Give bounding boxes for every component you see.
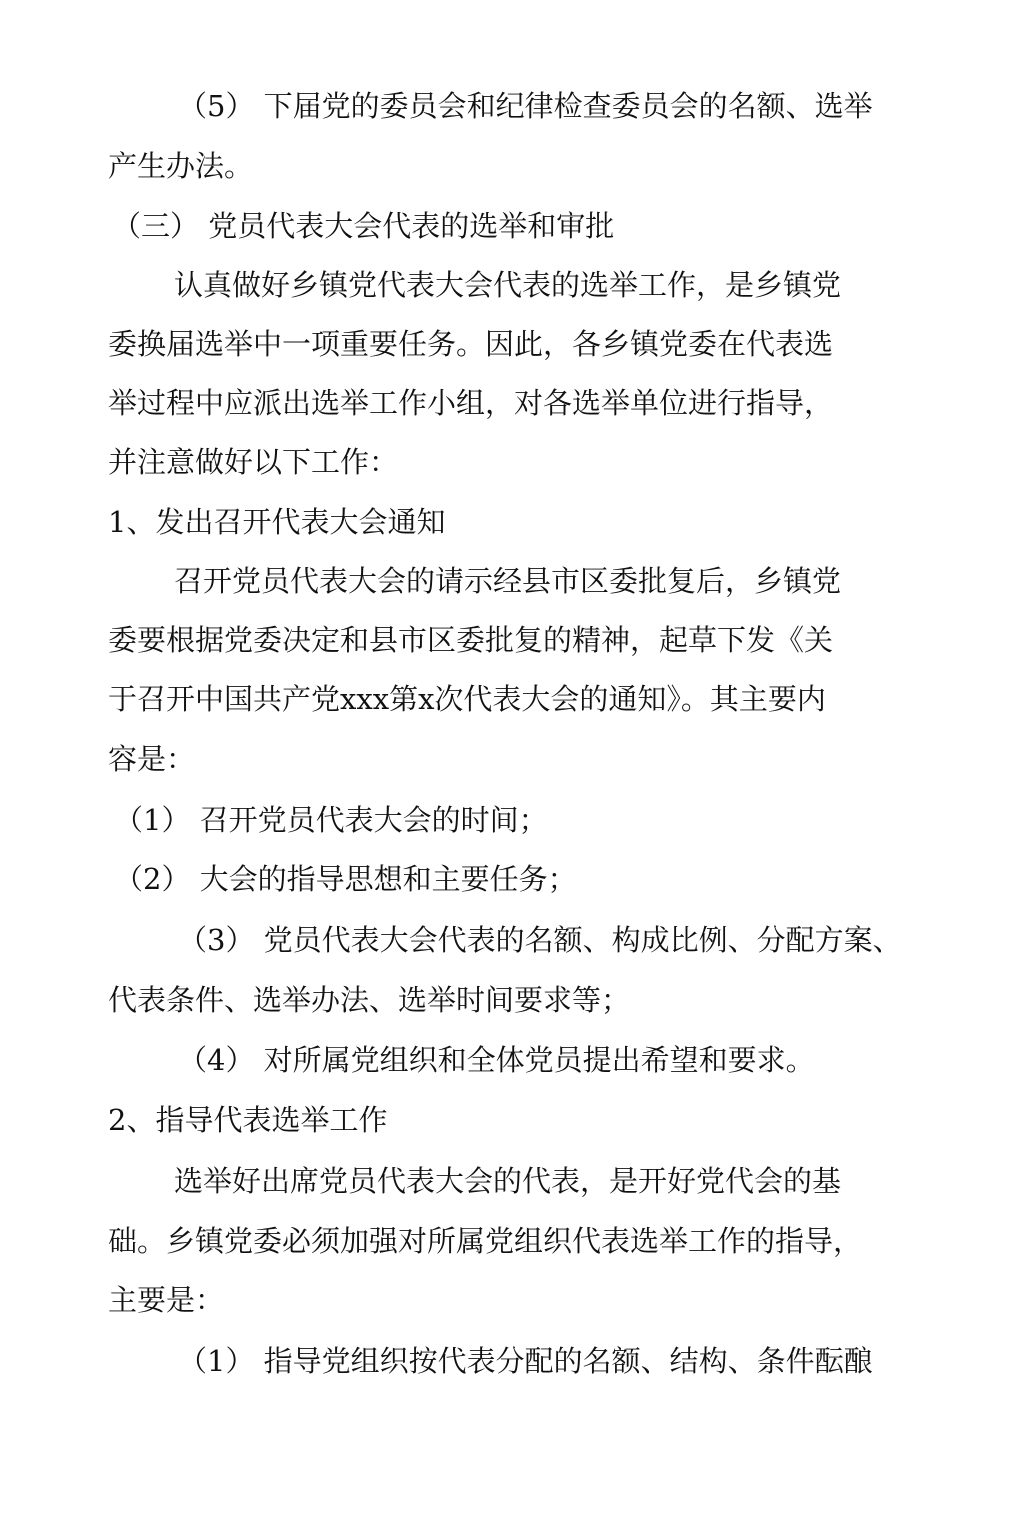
- text-line: 委要根据党委决定和县市区委批复的精神，起草下发《关: [108, 623, 834, 657]
- text-line: 容是：: [108, 742, 196, 776]
- list-item: （2） 大会的指导思想和主要任务；: [114, 862, 577, 896]
- text-line: （5） 下届党的委员会和纪律检查委员会的名额、选举: [178, 89, 873, 123]
- list-item: （1） 指导党组织按代表分配的名额、结构、条件酝酿: [178, 1344, 873, 1378]
- list-item: （1） 召开党员代表大会的时间；: [114, 803, 548, 837]
- text-line: 举过程中应派出选举工作小组，对各选举单位进行指导，: [108, 386, 834, 420]
- text-line: 委换届选举中一项重要任务。因此，各乡镇党委在代表选: [108, 327, 834, 361]
- text-line: 产生办法。: [108, 149, 254, 183]
- list-item: （3） 党员代表大会代表的名额、构成比例、分配方案、: [178, 923, 902, 957]
- subsection-heading: 1、发出召开代表大会通知: [108, 505, 446, 539]
- section-heading: （三） 党员代表大会代表的选举和审批: [112, 209, 615, 243]
- text-line: 主要是：: [108, 1283, 225, 1317]
- text-line: 础。乡镇党委必须加强对所属党组织代表选举工作的指导，: [108, 1224, 863, 1258]
- text-line: 并注意做好以下工作：: [108, 445, 399, 479]
- text-line: 于召开中国共产党xxx第x次代表大会的通知》。其主要内: [108, 682, 826, 716]
- text-line: 代表条件、选举办法、选举时间要求等；: [108, 983, 631, 1017]
- subsection-heading: 2、指导代表选举工作: [108, 1103, 388, 1137]
- list-item: （4） 对所属党组织和全体党员提出希望和要求。: [178, 1043, 815, 1077]
- text-line: 召开党员代表大会的请示经县市区委批复后，乡镇党: [174, 564, 842, 598]
- text-line: 认真做好乡镇党代表大会代表的选举工作，是乡镇党: [174, 268, 842, 302]
- text-line: 选举好出席党员代表大会的代表，是开好党代会的基: [174, 1164, 842, 1198]
